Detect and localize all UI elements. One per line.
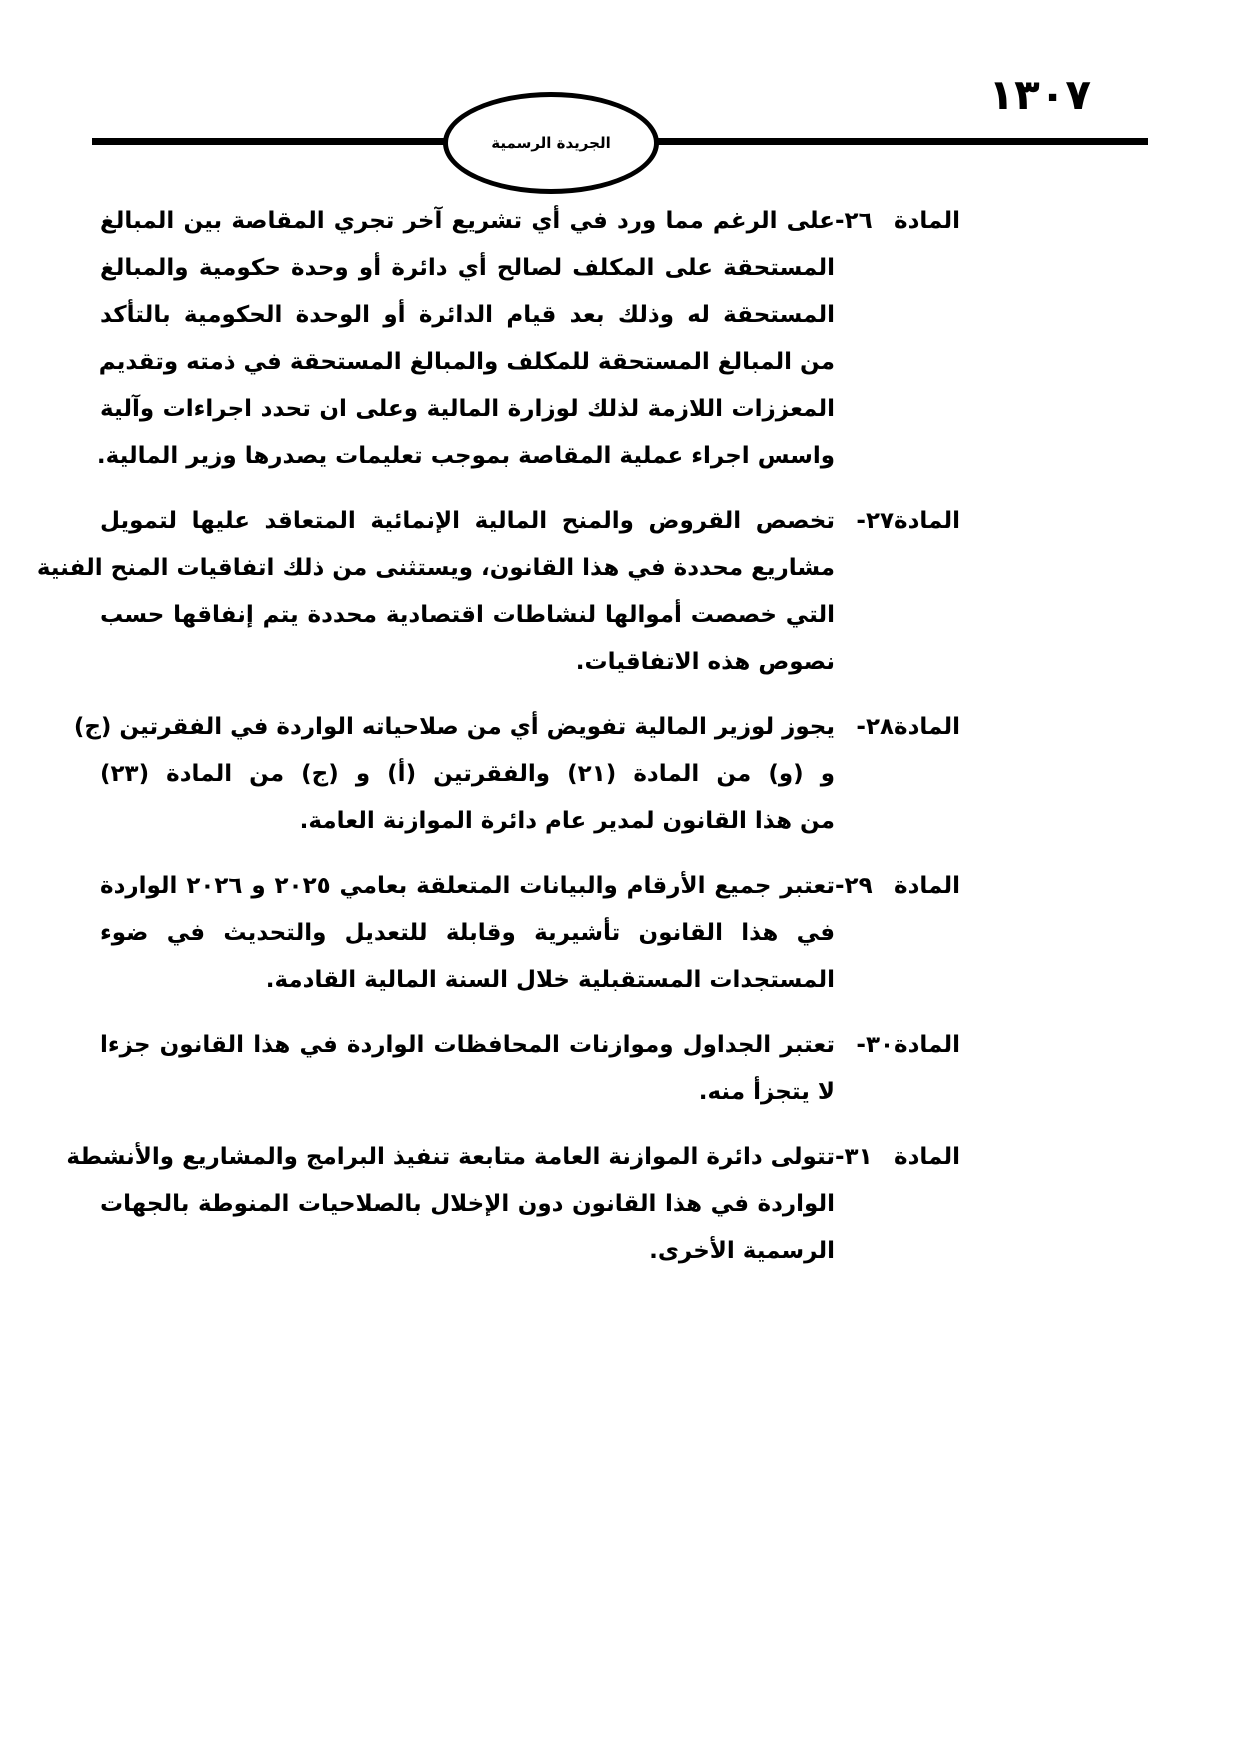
gazette-title-oval: [443, 92, 659, 194]
article-label: المادة٢٧-: [856, 508, 960, 534]
article-line: واسس اجراء عملية المقاصة بموجب تعليمات يصدرها وزير المالية.: [96, 443, 835, 469]
gazette-title: الجريدة الرسمية: [491, 134, 611, 152]
article-line: الرسمية الأخرى.: [649, 1238, 835, 1264]
article-first-line: [73, 704, 960, 751]
article-line: مشاريع محددة في هذا القانون، ويستثنى من ذلك اتفاقيات المنح الفنية: [36, 555, 835, 581]
article-line: لا يتجزأ منه.: [698, 1079, 835, 1105]
article-line: و (و) من المادة (٢١) والفقرتين (أ) و (ج) من المادة (٢٣): [100, 761, 835, 787]
article-line: من هذا القانون لمدير عام دائرة الموازنة العامة.: [299, 808, 835, 834]
article: [73, 704, 960, 845]
article-line: الواردة في هذا القانون دون الإخلال بالصلاحيات المنوطة بالجهات: [100, 1191, 835, 1217]
article-first-line: [100, 498, 960, 545]
article-label: المادة ٢٩-: [835, 873, 960, 899]
article-line: تعتبر الجداول وموازنات المحافظات الواردة في هذا القانون جزءا: [100, 1032, 835, 1058]
article-label: المادة٣٠-: [856, 1032, 960, 1058]
article-first-line: [100, 1022, 960, 1069]
articles-body: [36, 198, 960, 1293]
article-line: تتولى دائرة الموازنة العامة متابعة تنفيذ البرامج والمشاريع والأنشطة: [66, 1144, 835, 1170]
article-line: تعتبر جميع الأرقام والبيانات المتعلقة بعامي ٢٠٢٥ و ٢٠٢٦ الواردة: [100, 873, 836, 899]
article: [100, 1022, 960, 1116]
article-line: يجوز لوزير المالية تفويض أي من صلاحياته الواردة في الفقرتين (ج): [73, 714, 835, 740]
article-label: المادة ٢٦-: [835, 208, 960, 234]
article-line: في هذا القانون تأشيرية وقابلة للتعديل والتحديث في ضوء: [100, 920, 835, 946]
article-first-line: [66, 1134, 960, 1181]
article-line: المستحقة على المكلف لصالح أي دائرة أو وحدة حكومية والمبالغ: [100, 255, 835, 281]
article-line: المعززات اللازمة لذلك لوزارة المالية وعلى ان تحدد اجراءات وآلية: [100, 396, 835, 422]
article-line: نصوص هذه الاتفاقيات.: [575, 649, 835, 675]
article-label: المادة ٣١-: [835, 1144, 960, 1170]
article: [96, 198, 960, 480]
article-first-line: [100, 863, 960, 910]
article: [36, 498, 960, 686]
article-line: على الرغم مما ورد في أي تشريع آخر تجري المقاصة بين المبالغ: [100, 208, 835, 234]
article: [100, 863, 960, 1004]
article-label: المادة٢٨-: [856, 714, 960, 740]
article-line: تخصص القروض والمنح المالية الإنمائية المتعاقد عليها لتمويل: [100, 508, 835, 534]
article-line: التي خصصت أموالها لنشاطات اقتصادية محددة يتم إنفاقها حسب: [100, 602, 835, 628]
article-first-line: [100, 198, 960, 245]
article-line: المستجدات المستقبلية خلال السنة المالية القادمة.: [265, 967, 835, 993]
article: [66, 1134, 960, 1275]
article-line: من المبالغ المستحقة للمكلف والمبالغ المستحقة في ذمته وتقديم: [98, 349, 835, 375]
page-number: ١٣٠٧: [988, 70, 1091, 119]
article-line: المستحقة له وذلك بعد قيام الدائرة أو الوحدة الحكومية بالتأكد: [100, 302, 835, 328]
